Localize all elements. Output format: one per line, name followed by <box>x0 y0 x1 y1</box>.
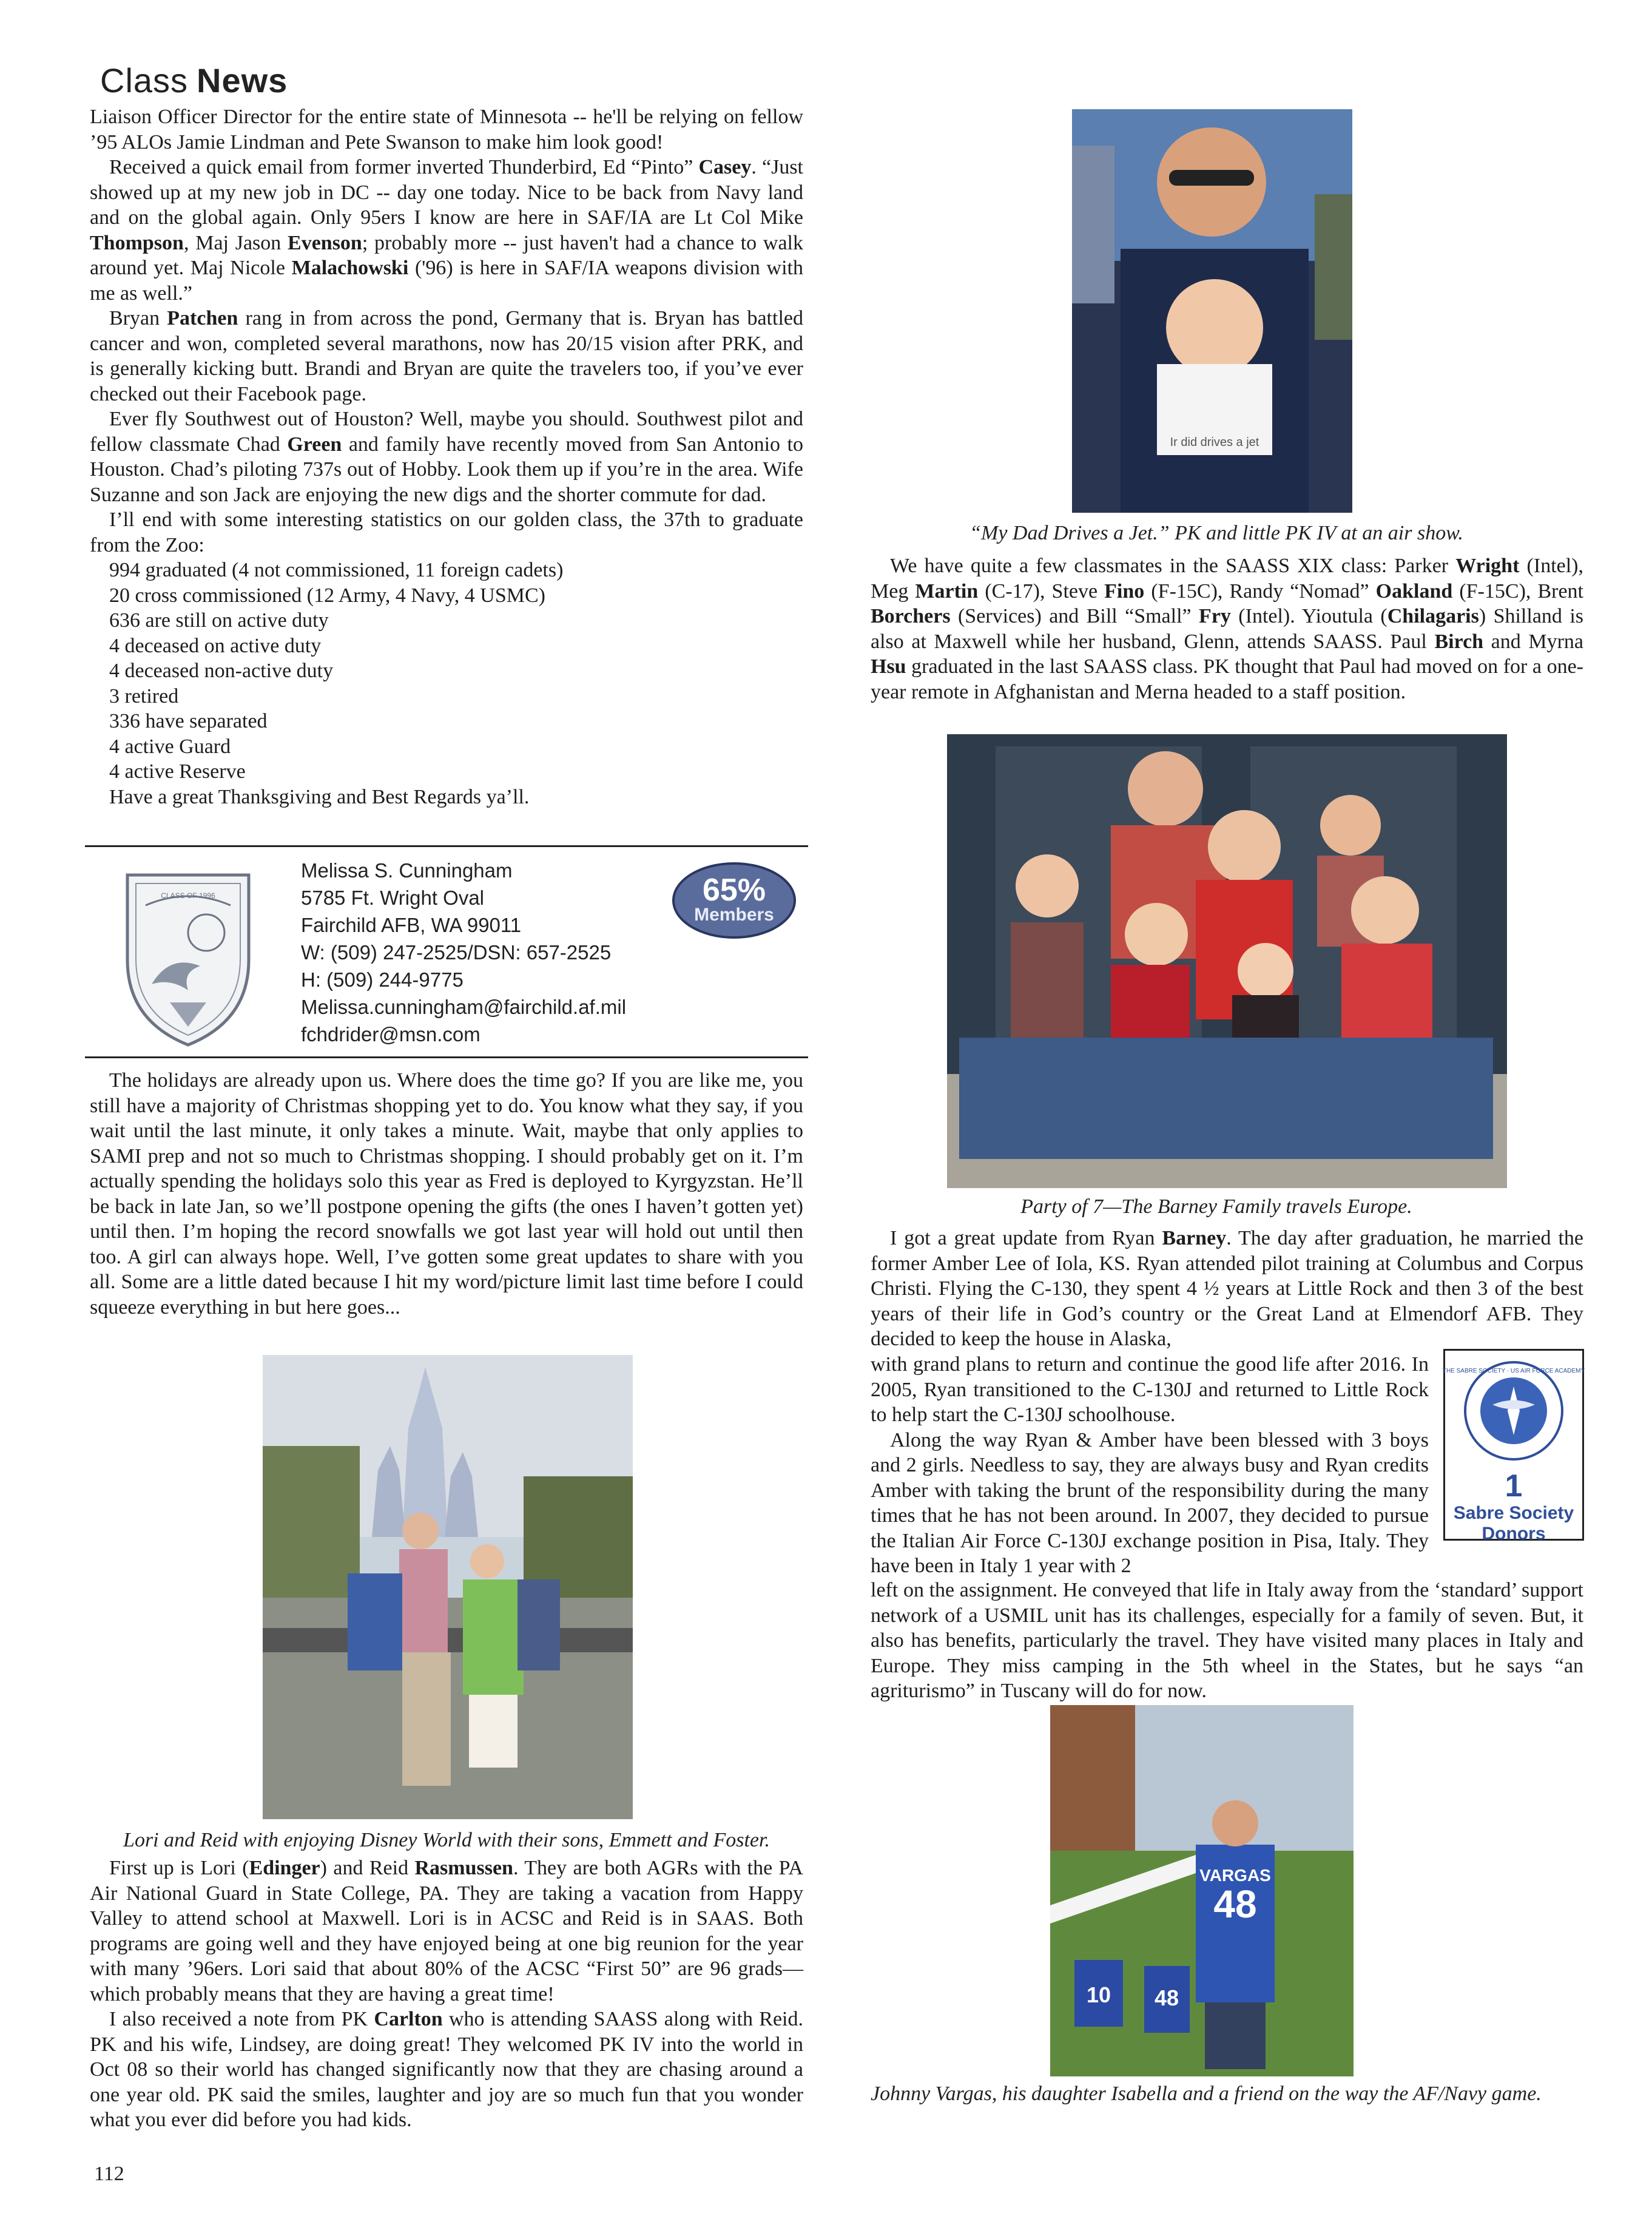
membership-percent: 65% <box>702 873 766 908</box>
photo-caption: Johnny Vargas, his daughter Isabella and a friend on the way the AF/Navy game. <box>871 2083 1542 2105</box>
list-item: 4 active Guard <box>109 735 231 758</box>
contact-email-link[interactable]: fchdrider@msn.com <box>301 1023 480 1046</box>
left-column-bottom <box>90 1856 803 2133</box>
paragraph: First up is Lori (Edinger) and Reid Rasmussen. They are both AGRs with the PA Air National Guard in State College, PA. They are taking a vacation from Happy Valley to attend school at Maxwell. Lori is in ACSC and Reid is in SAAS. Both programs are going well and they have enjoyed being at one big reunion for the year with many ’96ers. Lori said that about 80% of the ACSC “First 50” are 96 grads—which probably means that they are having a great time! <box>90 1857 803 2005</box>
list-item: 4 deceased non-active duty <box>109 660 334 682</box>
jersey-number: 48 <box>1213 1882 1257 1926</box>
contact-name: Melissa S. Cunningham <box>301 859 513 882</box>
list-item: 3 retired <box>109 684 179 708</box>
jersey-name: VARGAS <box>1199 1866 1271 1885</box>
barney-family-photo <box>947 734 1507 1188</box>
vargas-photo <box>1050 1705 1354 2076</box>
sabre-label: Sabre Society <box>1453 1503 1574 1523</box>
list-item: 994 graduated (4 not commissioned, 11 foreign cadets) <box>109 559 564 581</box>
statistics-list <box>109 558 803 809</box>
paragraph: Ever fly Southwest out of Houston? Well, maybe you should. Southwest pilot and fellow classmate Chad Green and family have recently moved from San Antonio to Houston. Chad’s piloting 737s out of Hobby. Look them up if you’re in the area. Wife Suzanne and son Jack are enjoying the new digs and the shorter commute for dad. <box>90 408 804 506</box>
right-column-wrap <box>871 1352 1429 1579</box>
disney-family-photo <box>263 1355 633 1819</box>
section-title-word2: News <box>197 61 288 100</box>
paragraph: We have quite a few classmates in the SAASS XIX class: Parker Wright (Intel), Meg Martin (C-17), Steve Fino (F-15C), Randy “Nomad” Oakland (F-15C), Brent Borchers (Services) and Bill “Small” Fry (Intel). Yioutula (Chilagaris) Shilland is also at Maxwell while her husband, Glenn, attends SAASS. Paul Birch and Myrna Hsu graduated in the last SAASS class. PK thought that Paul had moved on for a one-year remote in Afghanistan and Merna headed to a staff position. <box>871 555 1583 703</box>
crest-motto: CLASS OF 1996 <box>161 891 215 900</box>
paragraph: Received a quick email from former inverted Thunderbird, Ed “Pinto” Casey. “Just showed up at my new job in DC -- day one today. Nice to be back from Navy land and on the global again. Only 95ers I know are here in SAF/IA are Lt Col Mike Thompson, Maj Jason Evenson; probably more -- just haven't had a chance to walk around yet. Maj Nicole Malachowski ('96) is here in SAF/IA weapons division with me as well.” <box>90 156 804 305</box>
paragraph: Bryan Patchen rang in from across the pond, Germany that is. Bryan has battled cancer and won, completed several marathons, now has 20/15 vision after PRK, and is generally kicking butt. Brandi and Bryan are quite the travelers too, if you’ve ever checked out their Facebook page. <box>90 307 803 405</box>
membership-label: Members <box>694 905 774 925</box>
list-item: 636 are still on active duty <box>109 609 329 632</box>
contact-email-link[interactable]: Melissa.cunningham@fairchild.af.mil <box>301 996 627 1018</box>
photo-caption: “My Dad Drives a Jet.” PK and little PK IV at an air show. <box>969 522 1463 544</box>
right-column-bottom <box>871 1578 1583 1704</box>
contact-home-phone: H: (509) 244-9775 <box>301 968 464 991</box>
kid2-number: 48 <box>1154 1985 1179 2010</box>
contact-work-phone: W: (509) 247-2525/DSN: 657-2525 <box>301 941 612 964</box>
divider-bottom <box>85 1056 808 1058</box>
paragraph: I got a great update from Ryan Barney. The day after graduation, he married the former Amber Lee of Iola, KS. Ryan attended pilot training at Columbus and Corpus Christi. Flying the C-130, they spent 4 ½ years at Little Rock and then 3 of the best years of their life in God’s country or the Great Land at Elmendorf AFB. They decided to keep the house in Alaska, <box>871 1227 1583 1350</box>
paragraph: I’ll end with some interesting statistics on our golden class, the 37th to graduate from the Zoo: <box>90 508 803 556</box>
sabre-society-box <box>1442 1349 1585 1544</box>
divider-top <box>85 845 808 847</box>
paragraph: left on the assignment. He conveyed that life in Italy away from the ‘standard’ support network of a USMIL unit has its challenges, especially for a family of seven. But, it also has benefits, particularly the travel. They have visited many places in Italy and Europe. They miss camping in the 5th wheel in the States, but he says “an agriturismo” in Tuscany will do for now. <box>871 1579 1583 1702</box>
paragraph: I also received a note from PK Carlton who is attending SAASS along with Reid. PK and his wife, Lindsey, are doing great! They welcomed PK IV into the world in Oct 08 so their world has changed significantly now that they are chasing around a one year old. PK said the smiles, laughter and joy are so much fun that you wonder what you ever did before you had kids. <box>90 2008 803 2131</box>
photo-caption: Lori and Reid with enjoying Disney World with their sons, Emmett and Foster. <box>123 1829 770 1851</box>
section-title-word1: Class <box>100 61 189 100</box>
right-column-mid <box>871 1226 1583 1352</box>
class-crest-image <box>115 863 261 1049</box>
contact-city: Fairchild AFB, WA 99011 <box>301 914 522 936</box>
paragraph: Liaison Officer Director for the entire state of Minnesota -- he'll be relying on fellow ’95 ALOs Jamie Lindman and Pete Swanson to make him look good! <box>90 106 803 154</box>
list-item: 336 have separated <box>109 710 268 732</box>
contact-info <box>301 857 626 1048</box>
paragraph: Along the way Ryan & Amber have been blessed with 3 boys and 2 girls. Needless to say, they are always busy and Ryan credits Amber with taking the brunt of the responsibility during the many times that he has not been around. In 2007, they decided to pursue the Italian Air Force C-130J exchange position in Pisa, Italy. They have been in Italy 1 year with 2 <box>871 1428 1429 1577</box>
left-column-top <box>90 104 803 809</box>
shirt-text: Ir did drives a jet <box>1170 436 1259 449</box>
sabre-donor-count: 1 <box>1505 1468 1523 1504</box>
sabre-label-2: Donors <box>1482 1524 1546 1544</box>
air-show-photo <box>1072 109 1352 513</box>
list-item: 20 cross commissioned (12 Army, 4 Navy, 4 USMC) <box>109 584 545 607</box>
right-column-top <box>871 553 1583 704</box>
kid1-number: 10 <box>1086 1982 1111 2007</box>
left-column-mid <box>90 1068 803 1320</box>
page-number: 112 <box>94 2163 124 2185</box>
photo-caption: Party of 7—The Barney Family travels Europe. <box>1020 1195 1412 1218</box>
section-title <box>100 61 288 100</box>
list-item: 4 active Reserve <box>109 760 246 783</box>
sabre-society-seal-icon <box>1442 1359 1585 1462</box>
paragraph: The holidays are already upon us. Where does the time go? If you are like me, you still have a majority of Christmas shopping yet to do. You know what they say, if you wait until the last minute, it only takes a minute. Wait, maybe that only applies to SAMI prep and not so much to Christmas shopping. I should probably get on it. I’m actually spending the holidays solo this year as Fred is deployed to Kyrgyzstan. He’ll be back in late Jan, so we’ll postpone opening the gifts (the ones I haven’t gotten yet) until then. I’m hoping the record snowfalls we got last year will hold out until then too. A girl can always hope. Well, I’ve gotten some great updates to share with you all. Some are a little dated because I hit my word/picture limit last time before I could squeeze everything in but here goes... <box>90 1069 803 1319</box>
seal-text: THE SABRE SOCIETY · US AIR FORCE ACADEMY <box>1442 1368 1585 1374</box>
contact-address: 5785 Ft. Wright Oval <box>301 887 485 909</box>
list-item: Have a great Thanksgiving and Best Regards ya’ll. <box>109 785 530 808</box>
membership-badge <box>672 862 796 939</box>
list-item: 4 deceased on active duty <box>109 634 322 657</box>
paragraph: with grand plans to return and continue the good life after 2016. In 2005, Ryan transitioned to the C-130J and returned to Little Rock to help start the C-130J schoolhouse. <box>871 1353 1429 1426</box>
